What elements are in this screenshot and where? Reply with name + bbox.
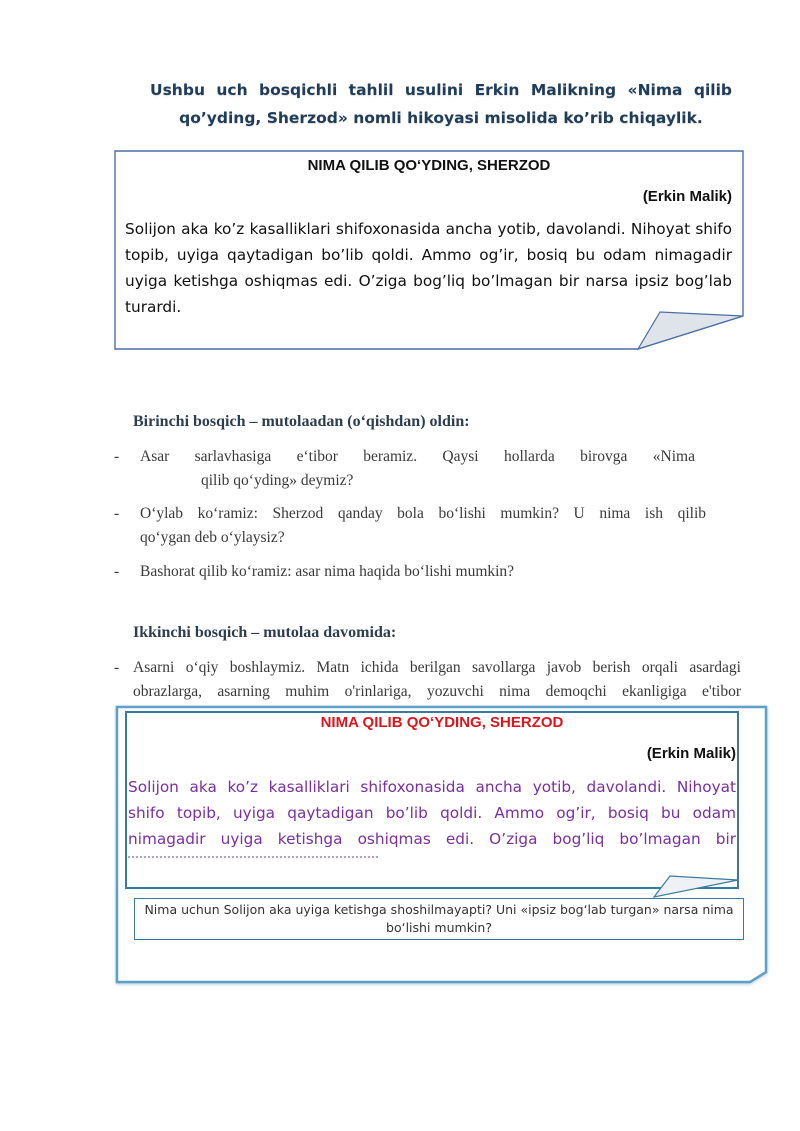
- stage2-heading: Ikkinchi bosqich – mutolaa davomida:: [133, 624, 397, 641]
- stage1-heading: Birinchi bosqich – mutolaadan (o‘qishdan) oldin:: [133, 413, 470, 430]
- list-dash: -: [114, 563, 120, 580]
- list-dash: -: [114, 448, 120, 465]
- story-author: (Erkin Malik): [642, 188, 732, 205]
- story-excerpt-card: [114, 150, 744, 350]
- stage1-item3: Bashorat qilib ko‘ramiz: asar nima haqida bo‘lishi mumkin?: [140, 563, 515, 580]
- story-title-red: NIMA QILIB QO‘YDING, SHERZOD: [320, 714, 564, 731]
- cut-off-text-line: [128, 856, 378, 862]
- stage2-item-line2: obrazlarga, asarning muhim o'rinlariga, yozuvchi nima demoqchi ekanligiga e'tibor: [133, 683, 741, 700]
- question-box: Nima uchun Solijon aka uyiga ketishga shoshilmayapti? Uni «ipsiz bog‘lab turgan» narsa nima bo‘lishi mumkin?: [134, 898, 744, 940]
- story-text: Solijon aka ko’z kasalliklari shifoxonasida ancha yotib, davolandi. Nihoyat shifo topib, uyiga qaytadigan bo’lib qoldi. Ammo og’ir, bosiq bu odam nimagadir uyiga ketishga oshiqmas edi. O’ziga bog’liq bo’lmagan bir narsa ipsiz bog’lab turardi.: [125, 220, 732, 316]
- stage2-item-line1: Asarni o‘qiy boshlaymiz. Matn ichida berilgan savollarga javob berish orqali asardagi: [133, 659, 741, 676]
- list-dash: -: [114, 505, 120, 522]
- story-title: NIMA QILIB QO‘YDING, SHERZOD: [307, 157, 551, 174]
- stage1-item2-line2: qo‘ygan deb o‘ylaysiz?: [140, 529, 285, 546]
- story-text-line3: nimagadir uyiga ketishga oshiqmas edi. O’ziga bog’liq bo’lmagan bir: [128, 830, 736, 848]
- intro-paragraph: Ushbu uch bosqichli tahlil usulini Erkin Malikning «Nima qilib qo’yding, Sherzod» nomli hikoyasi misolida ko’rib chiqaylik.: [150, 81, 732, 127]
- stage1-item1-line1: Asar sarlavhasiga e‘tibor beramiz. Qaysi hollarda birovga «Nima: [140, 448, 695, 465]
- stage1-item2-line1: O‘ylab ko‘ramiz: Sherzod qanday bola bo‘lishi mumkin? U nima ish qilib: [140, 505, 706, 522]
- story-question-card: [114, 704, 770, 986]
- story-text-line1: Solijon aka ko’z kasalliklari shifoxonasida ancha yotib, davolandi. Nihoyat: [128, 778, 736, 796]
- stage1-item1-line2: qilib qo‘yding» deymiz?: [201, 472, 354, 489]
- story-text-line2: shifo topib, uyiga qaytadigan bo’lib qoldi. Ammo og’ir, bosiq bu odam: [128, 804, 736, 822]
- list-dash: -: [114, 659, 120, 676]
- story-author: (Erkin Malik): [646, 745, 736, 762]
